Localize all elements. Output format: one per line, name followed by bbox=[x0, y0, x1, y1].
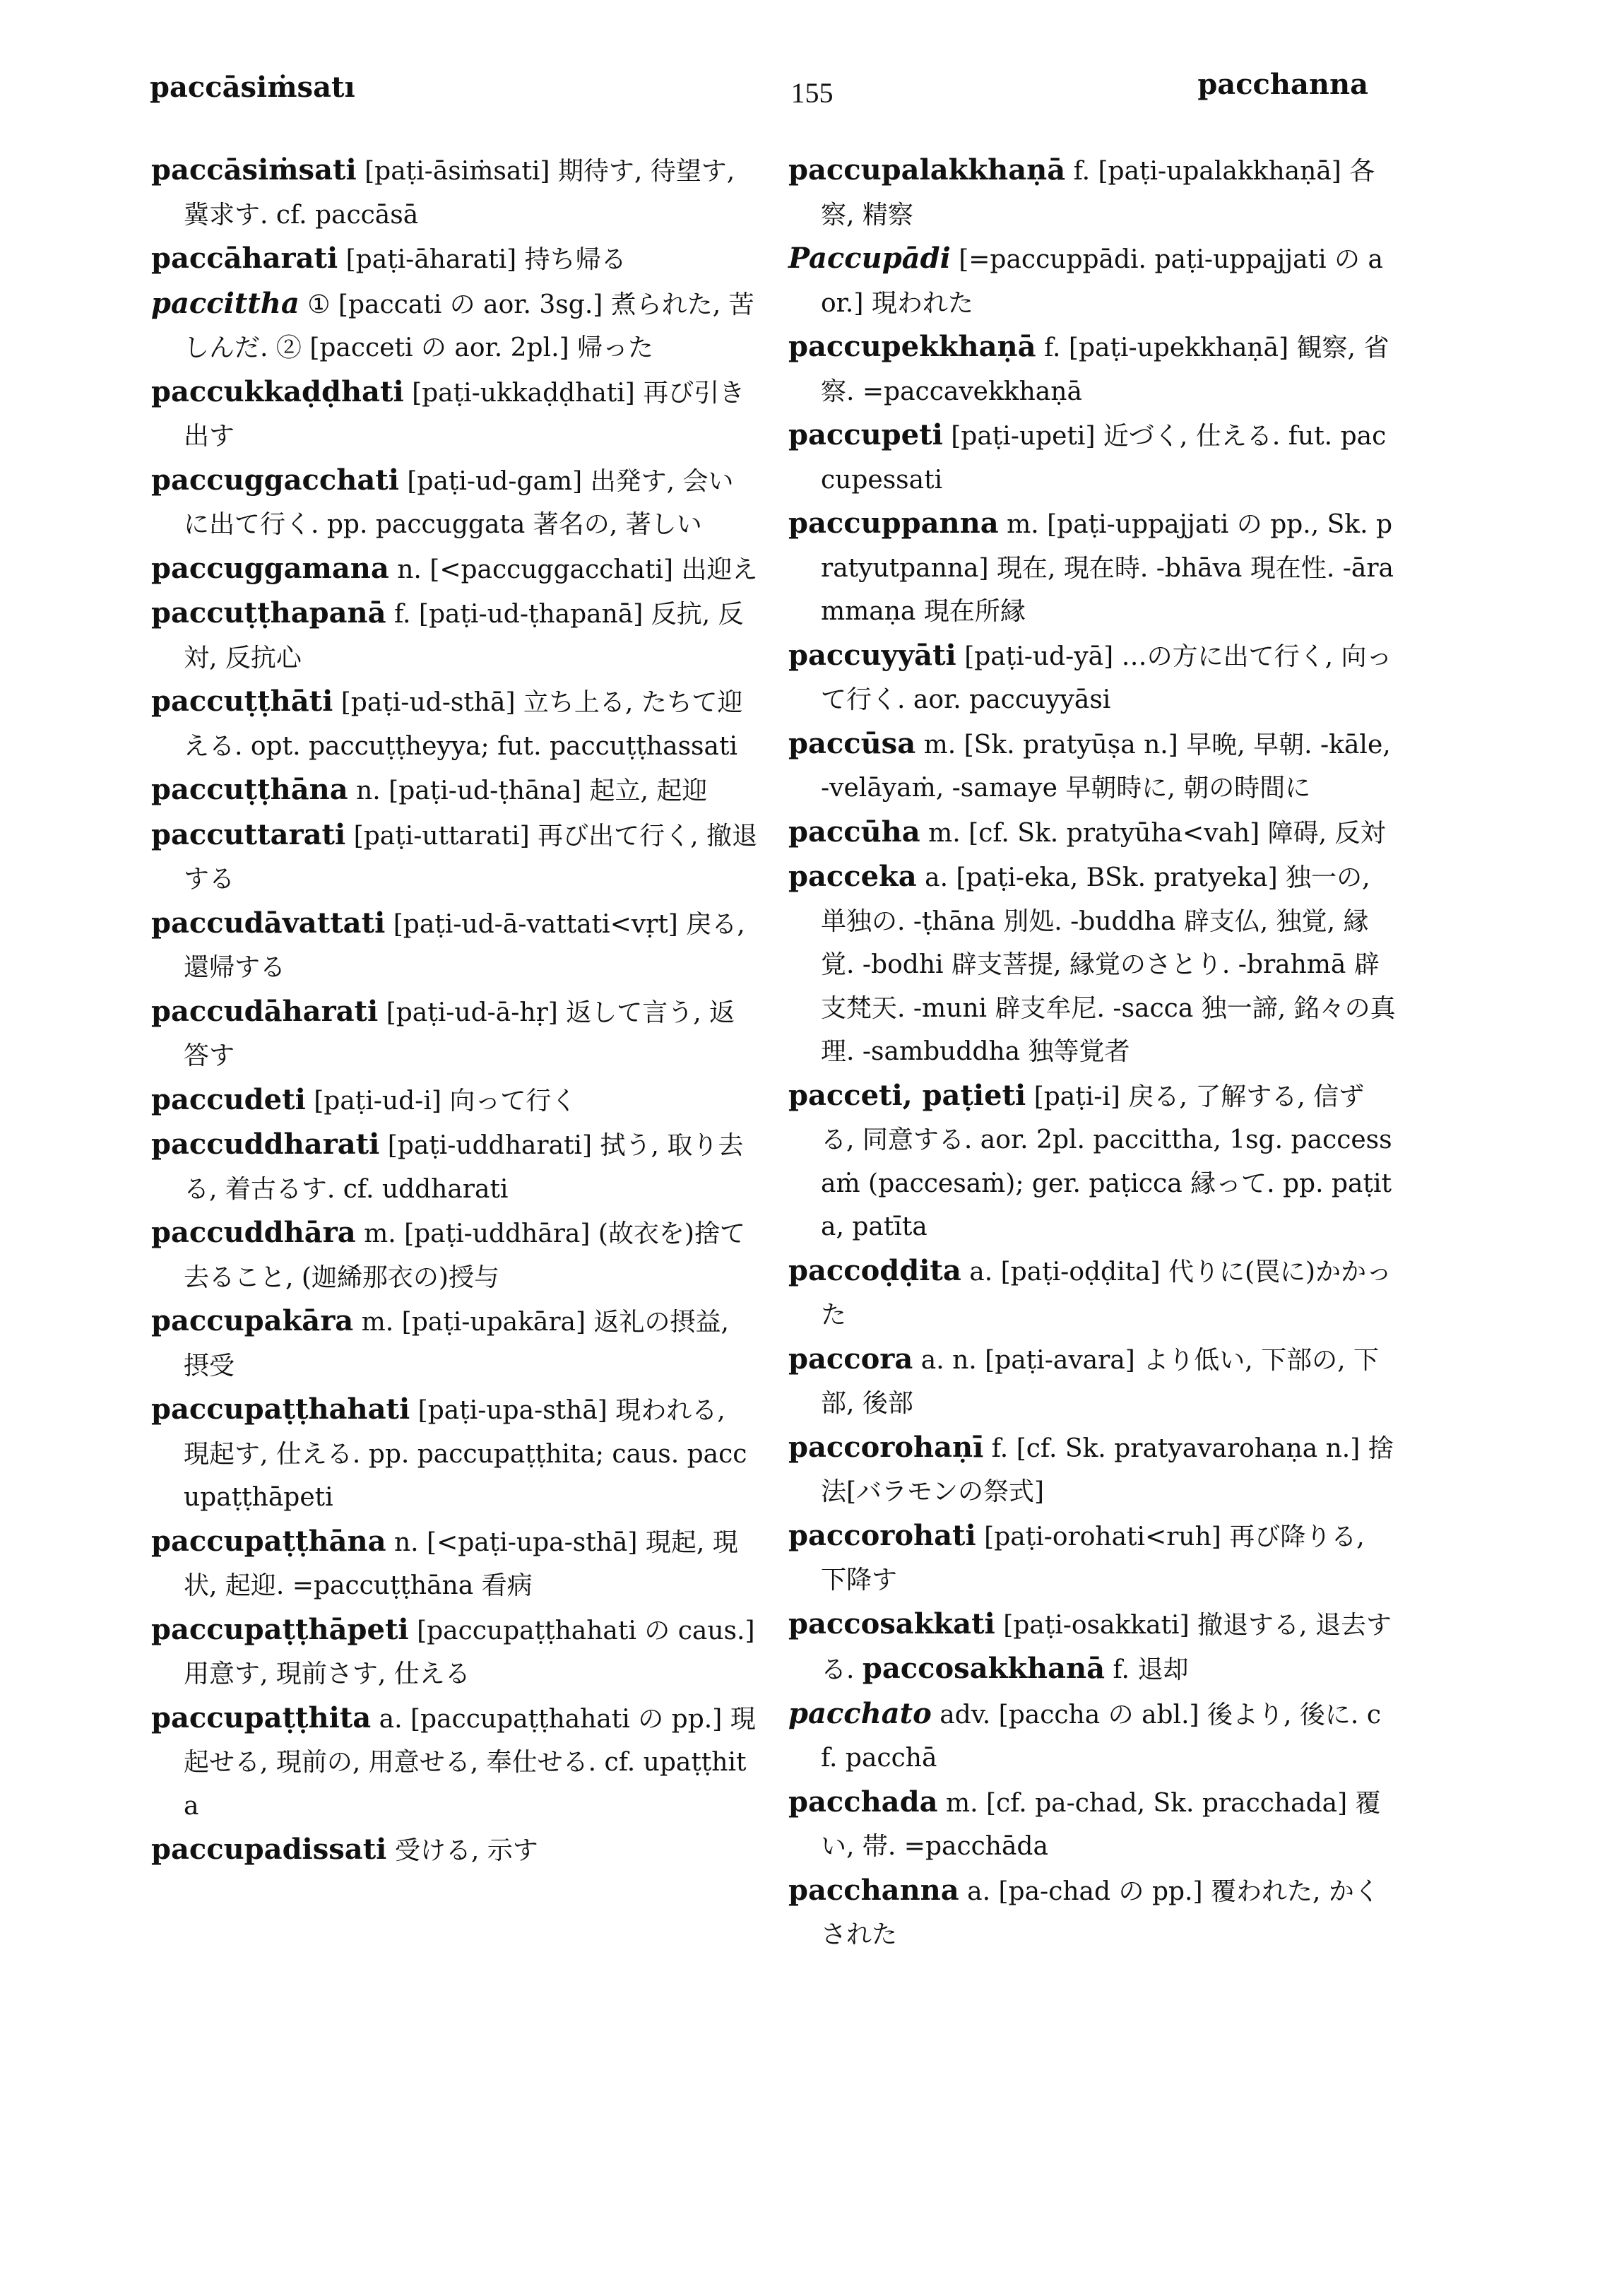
dictionary-entry bbox=[788, 148, 1396, 237]
entry-headword: paccuddhāra bbox=[151, 1216, 356, 1249]
entry-definition: [paṭi-osakkati] 撤退する, 退去する. bbox=[821, 1610, 1392, 1684]
entry-subheadword: paccosakkhanā bbox=[862, 1652, 1106, 1685]
entry-definition: m. [Sk. pratyūṣa n.] 早晩, 早朝. -kāle, -velāyaṁ, -samaye 早朝時に, 朝の時間に bbox=[821, 730, 1391, 803]
entry-headword: paccūha bbox=[788, 815, 920, 849]
running-head-right: pacchanna bbox=[1197, 68, 1368, 101]
entry-headword: paccupadissati bbox=[151, 1833, 387, 1866]
dictionary-entry bbox=[151, 1388, 759, 1520]
dictionary-entry bbox=[151, 813, 759, 901]
dictionary-entry bbox=[788, 1074, 1396, 1249]
dictionary-entry bbox=[788, 634, 1396, 722]
entry-subdefinition: f. 退却 bbox=[1113, 1655, 1189, 1684]
dictionary-entry bbox=[151, 591, 759, 680]
dictionary-entry bbox=[151, 282, 759, 370]
dictionary-entry bbox=[151, 1696, 759, 1828]
entry-definition: a. [pa-chad の pp.] 覆われた, かくされた bbox=[821, 1876, 1380, 1949]
entry-definition: a. [paṭi-eka, BSk. pratyeka] 独一の, 単独の. -ṭhāna 別処. -buddha 辟支仏, 独覚, 縁覚. -bodhi 辟支菩提, 縁覚のさとり. -brahmā 辟支梵天. -muni 辟支牟尼. -sacca 独一諦, 銘々の真理. -sambuddha 独等覚者 bbox=[821, 863, 1396, 1066]
dictionary-entry bbox=[151, 148, 759, 237]
entry-definition: [paṭi-ud-i] 向って行く bbox=[314, 1086, 577, 1116]
entry-headword: paccosakkati bbox=[788, 1607, 995, 1640]
dictionary-entry bbox=[788, 1869, 1396, 1957]
entry-definition: [paṭi-āsiṁsati] 期待す, 待望す, 冀求す. cf. paccāsā bbox=[184, 157, 735, 230]
entry-headword: paccūsa bbox=[788, 726, 916, 760]
entry-headword: paccuṭṭhapanā bbox=[151, 596, 386, 629]
dictionary-entry bbox=[788, 1426, 1396, 1514]
entry-headword: paccuppanna bbox=[788, 507, 999, 540]
entry-headword: paccora bbox=[788, 1342, 913, 1376]
entry-definition: f. [cf. Sk. pratyavarohaṇa n.] 捨法[バラモンの祭式] bbox=[821, 1433, 1394, 1506]
dictionary-entry bbox=[788, 1780, 1396, 1869]
entry-definition: [paccupaṭṭhahati の caus.] 用意す, 現前さす, 仕える bbox=[184, 1616, 755, 1689]
dictionary-entry bbox=[788, 502, 1396, 634]
entry-definition: 受ける, 示す bbox=[394, 1836, 538, 1865]
entry-headword: pacchato bbox=[788, 1696, 932, 1730]
entry-definition: f. [paṭi-ud-ṭhapanā] 反抗, 反対, 反抗心 bbox=[184, 600, 744, 673]
entry-headword: paccupakāra bbox=[151, 1304, 354, 1337]
dictionary-entry bbox=[151, 1828, 759, 1873]
dictionary-entry bbox=[788, 810, 1396, 856]
entry-definition: a. n. [paṭi-avara] より低い, 下部の, 下部, 後部 bbox=[821, 1345, 1380, 1418]
dictionary-entry bbox=[151, 370, 759, 459]
dictionary-entry bbox=[788, 1692, 1396, 1780]
entry-definition: n. [paṭi-ud-ṭhāna] 起立, 起迎 bbox=[356, 776, 708, 805]
entry-headword: Paccupādi bbox=[788, 242, 951, 275]
entry-headword: paccupaṭṭhāpeti bbox=[151, 1612, 409, 1646]
entry-headword: paccuggacchati bbox=[151, 463, 399, 497]
entry-definition: ① [paccati の aor. 3sg.] 煮られた, 苦しんだ. ② [pacceti の aor. 2pl.] 帰った bbox=[184, 290, 754, 362]
entry-headword: paccupeti bbox=[788, 418, 943, 451]
dictionary-entry bbox=[151, 901, 759, 990]
entry-definition: [paṭi-ukkaḍḍhati] 再び引き出す bbox=[184, 378, 745, 451]
entry-headword: pacchanna bbox=[788, 1873, 959, 1907]
dictionary-entry bbox=[151, 1078, 759, 1123]
dictionary-entry bbox=[788, 1249, 1396, 1337]
dictionary-entry bbox=[788, 237, 1396, 325]
entry-headword: paccukkaḍḍhati bbox=[151, 374, 404, 408]
entry-headword: paccudāharati bbox=[151, 994, 379, 1028]
entry-definition: m. [paṭi-upakāra] 返礼の摂益, 摂受 bbox=[184, 1308, 729, 1380]
entry-definition: [paṭi-uddharati] 拭う, 取り去る, 着古るす. cf. uddharati bbox=[184, 1131, 744, 1204]
dictionary-entry bbox=[151, 1520, 759, 1608]
entry-definition: [paṭi-ud-sthā] 立ち上る, たちて迎える. opt. paccuṭṭheyya; fut. paccuṭṭhassati bbox=[184, 688, 743, 761]
entry-definition: [paṭi-upeti] 近づく, 仕える. fut. paccupessati bbox=[821, 422, 1387, 495]
dictionary-entry bbox=[151, 547, 759, 592]
page-number: 155 bbox=[790, 77, 834, 109]
entry-definition: [paṭi-ud-ā-vattati<vṛt] 戻る, 還帰する bbox=[184, 909, 745, 982]
entry-definition: a. [paṭi-oḍḍita] 代りに(罠に)かかった bbox=[821, 1257, 1392, 1330]
dictionary-entry bbox=[788, 722, 1396, 810]
dictionary-entry bbox=[151, 990, 759, 1078]
dictionary-entry bbox=[151, 680, 759, 768]
entry-headword: paccupekkhaṇā bbox=[788, 330, 1036, 363]
entry-headword: paccudeti bbox=[151, 1082, 306, 1116]
running-head-left: paccāsiṁsatı bbox=[150, 71, 355, 104]
entry-definition: [paṭi-āharati] 持ち帰る bbox=[345, 245, 627, 274]
dictionary-entry bbox=[788, 1602, 1396, 1692]
dictionary-entry bbox=[151, 768, 759, 813]
entry-headword: paccuttarati bbox=[151, 817, 346, 851]
entry-headword: paccāharati bbox=[151, 242, 338, 275]
entry-definition: [paṭi-upa-sthā] 現われる, 現起す, 仕える. pp. paccupaṭṭhita; caus. paccupaṭṭhāpeti bbox=[184, 1396, 747, 1512]
dictionary-entry bbox=[788, 325, 1396, 413]
entry-headword: paccupaṭṭhahati bbox=[151, 1393, 410, 1426]
dictionary-entry bbox=[151, 1211, 759, 1299]
dictionary-entry bbox=[151, 1608, 759, 1696]
entry-headword: paccupaṭṭhita bbox=[151, 1701, 372, 1734]
dictionary-entry bbox=[788, 1337, 1396, 1426]
entry-headword: paccudāvattati bbox=[151, 906, 386, 940]
dictionary-entry bbox=[151, 1299, 759, 1388]
entry-definition: m. [paṭi-uddhāra] (故衣を)捨て去ること, (迦絺那衣の)授与 bbox=[184, 1219, 745, 1292]
entry-definition: m. [cf. Sk. pratyūha<vah] 障碍, 反対 bbox=[928, 818, 1386, 848]
entry-definition: f. [paṭi-upalakkhaṇā] 各察, 精察 bbox=[821, 157, 1375, 230]
entry-definition: n. [<paṭi-upa-sthā] 現起, 現状, 起迎. =paccuṭṭhāna 看病 bbox=[184, 1527, 738, 1600]
dictionary-entry bbox=[151, 1123, 759, 1211]
left-column bbox=[151, 148, 759, 1873]
dictionary-entry bbox=[788, 855, 1396, 1074]
right-column bbox=[788, 148, 1396, 1957]
entry-definition: a. [paccupaṭṭhahati の pp.] 現起せる, 現前の, 用意せる, 奉仕せる. cf. upaṭṭhita bbox=[184, 1704, 756, 1821]
entry-definition: [paṭi-ud-yā] …の方に出て行く, 向って行く. aor. paccuyyāsi bbox=[821, 642, 1392, 714]
entry-headword: paccāsiṁsati bbox=[151, 153, 357, 187]
entry-headword: paccupalakkhaṇā bbox=[788, 153, 1066, 187]
entry-definition: f. [paṭi-upekkhaṇā] 観察, 省察. =paccavekkhaṇā bbox=[821, 333, 1389, 406]
entry-definition: [paṭi-orohati<ruh] 再び降りる, 下降す bbox=[821, 1522, 1365, 1595]
entry-headword: paccorohaṇī bbox=[788, 1430, 984, 1464]
entry-headword: paccupaṭṭhāna bbox=[151, 1524, 386, 1558]
entry-headword: paccuṭṭhāti bbox=[151, 685, 333, 718]
entry-definition: adv. [paccha の abl.] 後より, 後に. cf. pacchā bbox=[821, 1700, 1381, 1773]
entry-headword: paccuggamana bbox=[151, 551, 389, 585]
entry-definition: [paṭi-ud-ā-hṛ] 返して言う, 返答す bbox=[184, 998, 735, 1070]
entry-definition: [paṭi-uttarati] 再び出て行く, 撤退する bbox=[184, 821, 757, 894]
entry-headword: paccorohati bbox=[788, 1518, 976, 1552]
entry-definition: m. [cf. pa-chad, Sk. pracchada] 覆い, 帯. =pacchāda bbox=[821, 1788, 1381, 1861]
entry-headword: paccittha bbox=[151, 286, 300, 320]
entry-headword: paccoḍḍita bbox=[788, 1253, 961, 1287]
entry-definition: [paṭi-ud-gam] 出発す, 会いに出て行く. pp. paccuggata 著名の, 著しい bbox=[184, 466, 734, 539]
entry-definition: [paṭi-i] 戻る, 了解する, 信ずる, 同意する. aor. 2pl. paccittha, 1sg. paccessaṁ (paccesaṁ); ger. paṭicca 縁って. pp. paṭita, patīta bbox=[821, 1082, 1392, 1241]
entry-definition: n. [<paccuggacchati] 出迎え bbox=[397, 555, 758, 584]
dictionary-entry bbox=[151, 459, 759, 547]
entry-headword: paccuddharati bbox=[151, 1128, 380, 1161]
entry-definition: m. [paṭi-uppajjati の pp., Sk. pratyutpanna] 現在, 現在時. -bhāva 現在性. -ārammaṇa 現在所縁 bbox=[821, 510, 1394, 626]
entry-definition: [=paccuppādi. paṭi-uppajjati の aor.] 現われた bbox=[821, 245, 1383, 318]
entry-headword: pacchada bbox=[788, 1785, 938, 1819]
entry-headword: pacceka bbox=[788, 860, 917, 893]
dictionary-entry bbox=[151, 237, 759, 282]
entry-headword: paccuyyāti bbox=[788, 638, 956, 672]
entry-headword: pacceti, paṭieti bbox=[788, 1078, 1026, 1112]
dictionary-entry bbox=[788, 1514, 1396, 1602]
dictionary-entry bbox=[788, 413, 1396, 502]
entry-headword: paccuṭṭhāna bbox=[151, 773, 348, 806]
